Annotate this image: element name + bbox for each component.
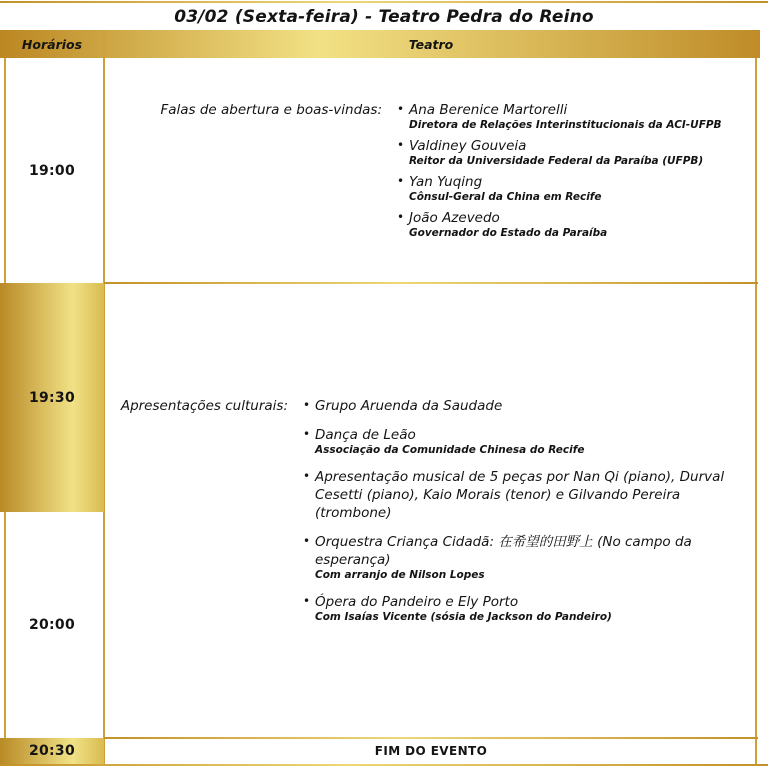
session-opening-label: Falas de abertura e boas-vindas: bbox=[160, 102, 382, 118]
speaker-name: • João Azevedo bbox=[409, 210, 500, 226]
time-label-2030: 20:30 bbox=[28, 743, 76, 759]
speaker-role: Governador do Estado da Paraíba bbox=[409, 227, 608, 239]
page-title: 03/02 (Sexta-feira) - Teatro Pedra do Reino bbox=[174, 6, 594, 27]
act-name: • Orquestra Criança Cidadã: 在希望的田野上 (No campo da esperança) bbox=[315, 534, 692, 568]
act-list bbox=[302, 397, 756, 624]
speaker-name: • Ana Berenice Martorelli bbox=[409, 102, 568, 118]
act-detail: Com arranjo de Nilson Lopes bbox=[315, 569, 485, 581]
speaker-item bbox=[396, 173, 722, 204]
speaker-item bbox=[396, 209, 722, 240]
act-detail: Associação da Comunidade Chinesa do Recife bbox=[315, 444, 585, 456]
act-item bbox=[302, 533, 756, 582]
speaker-list bbox=[396, 101, 722, 240]
speaker-role: Reitor da Universidade Federal da Paraíba (UFPB) bbox=[409, 155, 704, 167]
header-time-column: Horários bbox=[21, 36, 83, 52]
act-name: • Grupo Aruenda da Saudade bbox=[315, 398, 503, 414]
session-cultural-label: Apresentações culturais: bbox=[120, 398, 288, 414]
time-label-1930: 19:30 bbox=[28, 389, 76, 406]
speaker-item bbox=[396, 137, 722, 168]
act-item bbox=[302, 426, 756, 457]
act-name: • Apresentação musical de 5 peças por Nan Qi (piano), Durval Cesetti (piano), Kaio Morais (tenor) e Gilvando Pereira (trombone) bbox=[315, 469, 725, 521]
act-item bbox=[302, 468, 756, 522]
bottom-border-line bbox=[0, 764, 768, 766]
session-cultural bbox=[104, 283, 756, 738]
speaker-role: Diretora de Relações Interinstitucionais da ACI-UFPB bbox=[409, 119, 722, 131]
act-item bbox=[302, 397, 756, 415]
act-item bbox=[302, 593, 756, 624]
act-name: • Dança de Leão bbox=[315, 427, 416, 443]
speaker-name: • Yan Yuqing bbox=[409, 174, 483, 190]
header-venue-column: Teatro bbox=[408, 36, 454, 52]
session-opening bbox=[104, 58, 756, 283]
event-end-label: FIM DO EVENTO bbox=[374, 744, 488, 758]
speaker-name: • Valdiney Gouveia bbox=[409, 138, 527, 154]
act-name: • Ópera do Pandeiro e Ely Porto bbox=[315, 594, 519, 610]
speaker-item bbox=[396, 101, 722, 132]
act-detail: Com Isaías Vicente (sósia de Jackson do Pandeiro) bbox=[315, 611, 612, 623]
time-label-1900: 19:00 bbox=[28, 162, 76, 179]
time-label-2000: 20:00 bbox=[28, 617, 76, 633]
speaker-role: Cônsul-Geral da China em Recife bbox=[409, 191, 602, 203]
